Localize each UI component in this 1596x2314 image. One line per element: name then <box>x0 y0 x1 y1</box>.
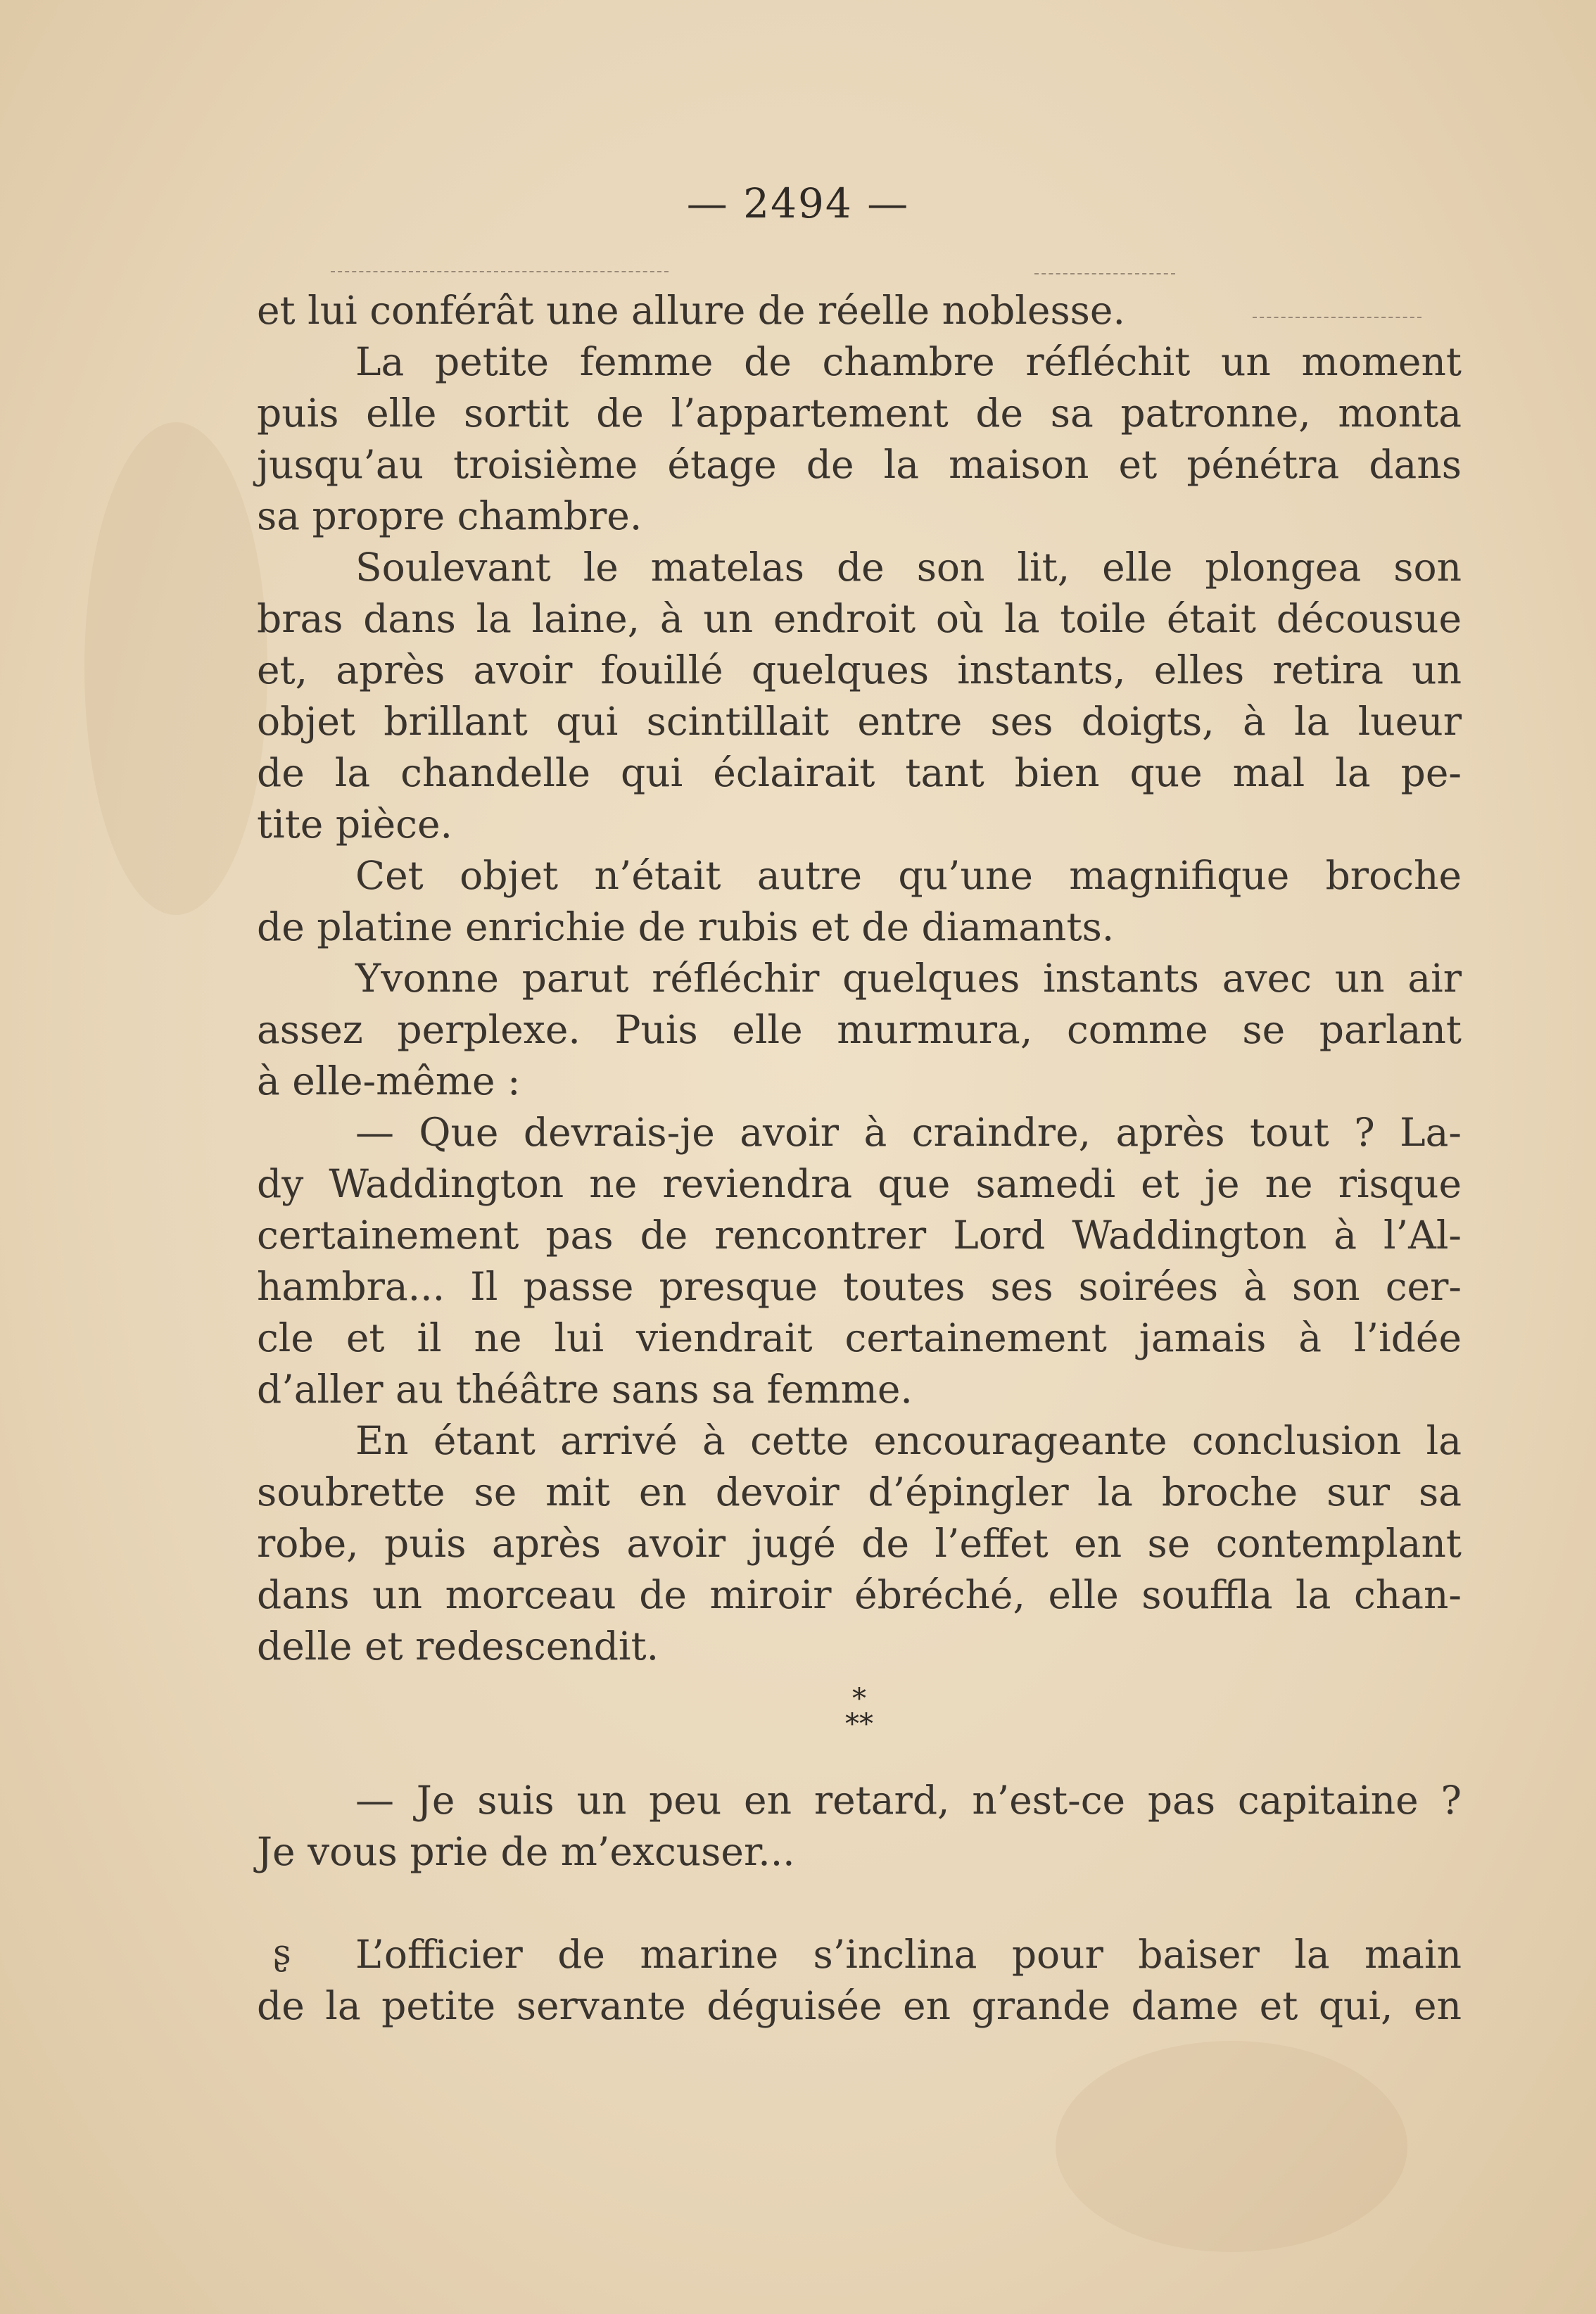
text-line: d’aller au théâtre sans sa femme. <box>257 1367 913 1412</box>
text-line: certainement pas de rencontrer Lord Waddington à l’Al- <box>257 1213 1462 1258</box>
text-line: cle et il ne lui viendrait certainement jamais à l’idée <box>257 1315 1462 1360</box>
text-line: à elle-même : <box>257 1058 521 1104</box>
header-rule <box>331 271 669 272</box>
text-line: La petite femme de chambre réfléchit un moment <box>355 339 1462 384</box>
text-line: assez perplexe. Puis elle murmura, comme se parlant <box>257 1007 1462 1052</box>
text-line: objet brillant qui scintillait entre ses doigts, à la lueur <box>257 699 1462 744</box>
text-line: delle et redescendit. <box>257 1624 659 1669</box>
text-line: — Que devrais-je avoir à craindre, après tout ? La- <box>355 1110 1462 1155</box>
text-line: dy Waddington ne reviendra que samedi et je ne risque <box>257 1161 1462 1206</box>
paper-stain <box>1056 2041 1407 2252</box>
text-line: Yvonne parut réfléchir quelques instants avec un air <box>355 956 1462 1001</box>
asterism-bottom: ** <box>845 1708 873 1740</box>
header-rule <box>1034 273 1175 274</box>
text-line: — Je suis un peu en retard, n’est-ce pas capitaine ? <box>355 1778 1462 1823</box>
text-line: sa propre chambre. <box>257 493 642 538</box>
text-line: puis elle sortit de l’appartement de sa patronne, monta <box>257 391 1462 436</box>
paper-stain <box>84 422 267 915</box>
text-line: L’officier de marine s’inclina pour baiser la main <box>355 1932 1462 1977</box>
text-line: de la chandelle qui éclairait tant bien que mal la pe- <box>257 750 1462 795</box>
blank-line <box>257 1878 1462 1929</box>
text-line: Cet objet n’était autre qu’une magnifique broche <box>355 853 1462 898</box>
asterism-top: * <box>852 1683 866 1715</box>
text-line: bras dans la laine, à un endroit où la toile était décousue <box>257 596 1462 641</box>
body-text <box>257 285 1462 2032</box>
text-line: de la petite servante déguisée en grande dame et qui, en <box>257 1983 1462 2028</box>
text-line: et lui conférât une allure de réelle noblesse. <box>257 288 1125 333</box>
text-line: de platine enrichie de rubis et de diamants. <box>257 904 1115 949</box>
text-line: robe, puis après avoir jugé de l’effet en se contemplant <box>257 1521 1462 1566</box>
text-line: hambra... Il passe presque toutes ses soirées à son cer- <box>257 1264 1462 1309</box>
text-line: dans un morceau de miroir ébréché, elle souffla la chan- <box>257 1572 1462 1617</box>
text-line: Je vous prie de m’excuser... <box>257 1829 795 1874</box>
text-line: tite pièce. <box>257 802 453 847</box>
section-separator <box>257 1672 1462 1775</box>
text-line: soubrette se mit en devoir d’épingler la broche sur sa <box>257 1469 1462 1515</box>
page-number: — 2494 — <box>686 179 910 227</box>
text-line: jusqu’au troisième étage de la maison et pénétra dans <box>257 442 1462 487</box>
text-line: et, après avoir fouillé quelques instants, elles retira un <box>257 647 1462 693</box>
text-line: Soulevant le matelas de son lit, elle plongea son <box>355 545 1462 590</box>
asterism <box>257 1683 1462 1740</box>
text-line: En étant arrivé à cette encourageante conclusion la <box>355 1418 1462 1463</box>
margin-mark: ʂ <box>273 1932 291 1973</box>
